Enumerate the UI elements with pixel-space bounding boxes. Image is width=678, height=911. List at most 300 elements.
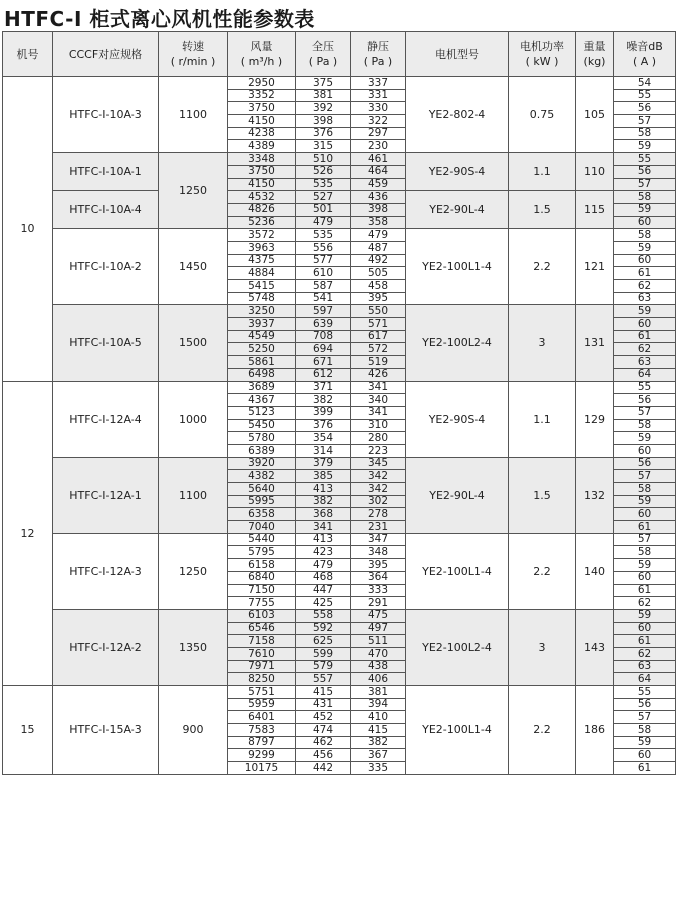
airflow-cell: 2950 xyxy=(228,77,296,90)
page-title: HTFC-I 柜式离心风机性能参数表 xyxy=(4,7,315,31)
speed-cell: 1000 xyxy=(159,381,228,457)
motor-model-cell: YE2-100L1-4 xyxy=(406,533,509,609)
noise-cell: 56 xyxy=(614,698,676,711)
airflow-cell: 4375 xyxy=(228,254,296,267)
airflow-cell: 10175 xyxy=(228,762,296,775)
noise-cell: 58 xyxy=(614,546,676,559)
total-pressure-cell: 382 xyxy=(296,394,351,407)
header-cell xyxy=(614,32,676,77)
weight-cell: 105 xyxy=(576,77,614,153)
airflow-cell: 3348 xyxy=(228,153,296,166)
fan-performance-table xyxy=(2,31,676,775)
airflow-cell: 5861 xyxy=(228,356,296,369)
machine-number-cell: 12 xyxy=(3,381,53,686)
airflow-cell: 7040 xyxy=(228,521,296,534)
airflow-cell: 6358 xyxy=(228,508,296,521)
noise-cell: 60 xyxy=(614,254,676,267)
total-pressure-cell: 599 xyxy=(296,647,351,660)
noise-cell: 56 xyxy=(614,102,676,115)
airflow-cell: 5415 xyxy=(228,280,296,293)
noise-cell: 60 xyxy=(614,216,676,229)
spec-cell: HTFC-I-10A-1 xyxy=(53,153,159,191)
header-cell xyxy=(53,32,159,77)
static-pressure-cell: 406 xyxy=(351,673,406,686)
total-pressure-cell: 612 xyxy=(296,368,351,381)
motor-model-cell: YE2-90S-4 xyxy=(406,153,509,191)
total-pressure-cell: 527 xyxy=(296,191,351,204)
noise-cell: 57 xyxy=(614,711,676,724)
speed-cell: 900 xyxy=(159,686,228,775)
noise-cell: 60 xyxy=(614,571,676,584)
weight-cell: 121 xyxy=(576,229,614,305)
spec-cell: HTFC-I-10A-2 xyxy=(53,229,159,305)
total-pressure-cell: 425 xyxy=(296,597,351,610)
static-pressure-cell: 364 xyxy=(351,571,406,584)
header-unit: ( Pa ) xyxy=(308,55,338,68)
noise-cell: 55 xyxy=(614,89,676,102)
motor-model-cell: YE2-90L-4 xyxy=(406,191,509,229)
total-pressure-cell: 468 xyxy=(296,571,351,584)
total-pressure-cell: 315 xyxy=(296,140,351,153)
static-pressure-cell: 617 xyxy=(351,330,406,343)
total-pressure-cell: 579 xyxy=(296,660,351,673)
header-unit: ( A ) xyxy=(632,55,657,68)
total-pressure-cell: 479 xyxy=(296,216,351,229)
static-pressure-cell: 475 xyxy=(351,609,406,622)
static-pressure-cell: 492 xyxy=(351,254,406,267)
static-pressure-cell: 572 xyxy=(351,343,406,356)
total-pressure-cell: 501 xyxy=(296,203,351,216)
static-pressure-cell: 519 xyxy=(351,356,406,369)
airflow-cell: 4382 xyxy=(228,470,296,483)
airflow-cell: 8797 xyxy=(228,736,296,749)
static-pressure-cell: 348 xyxy=(351,546,406,559)
speed-cell: 1500 xyxy=(159,305,228,381)
airflow-cell: 6401 xyxy=(228,711,296,724)
airflow-cell: 5440 xyxy=(228,533,296,546)
weight-cell: 186 xyxy=(576,686,614,775)
spec-cell: HTFC-I-12A-3 xyxy=(53,533,159,609)
spec-cell: HTFC-I-12A-4 xyxy=(53,381,159,457)
airflow-cell: 6158 xyxy=(228,559,296,572)
total-pressure-cell: 556 xyxy=(296,241,351,254)
airflow-cell: 5250 xyxy=(228,343,296,356)
header-label: 机号 xyxy=(16,47,39,61)
airflow-cell: 5236 xyxy=(228,216,296,229)
weight-cell: 132 xyxy=(576,457,614,533)
static-pressure-cell: 479 xyxy=(351,229,406,242)
total-pressure-cell: 447 xyxy=(296,584,351,597)
total-pressure-cell: 413 xyxy=(296,533,351,546)
airflow-cell: 7158 xyxy=(228,635,296,648)
noise-cell: 55 xyxy=(614,381,676,394)
static-pressure-cell: 331 xyxy=(351,89,406,102)
spec-cell: HTFC-I-10A-5 xyxy=(53,305,159,381)
total-pressure-cell: 557 xyxy=(296,673,351,686)
static-pressure-cell: 497 xyxy=(351,622,406,635)
noise-cell: 59 xyxy=(614,609,676,622)
header-unit: ( r/min ) xyxy=(170,55,216,68)
header-label: 转速 xyxy=(182,40,204,53)
total-pressure-cell: 375 xyxy=(296,77,351,90)
header-unit: (kg) xyxy=(583,55,606,68)
total-pressure-cell: 452 xyxy=(296,711,351,724)
airflow-cell: 4884 xyxy=(228,267,296,280)
noise-cell: 62 xyxy=(614,343,676,356)
motor-model-cell: YE2-802-4 xyxy=(406,77,509,153)
static-pressure-cell: 426 xyxy=(351,368,406,381)
total-pressure-cell: 597 xyxy=(296,305,351,318)
noise-cell: 64 xyxy=(614,673,676,686)
total-pressure-cell: 671 xyxy=(296,356,351,369)
noise-cell: 62 xyxy=(614,280,676,293)
static-pressure-cell: 341 xyxy=(351,406,406,419)
header-cell xyxy=(3,32,53,77)
motor-model-cell: YE2-100L1-4 xyxy=(406,686,509,775)
airflow-cell: 5795 xyxy=(228,546,296,559)
noise-cell: 58 xyxy=(614,724,676,737)
static-pressure-cell: 358 xyxy=(351,216,406,229)
static-pressure-cell: 511 xyxy=(351,635,406,648)
static-pressure-cell: 347 xyxy=(351,533,406,546)
noise-cell: 54 xyxy=(614,77,676,90)
noise-cell: 63 xyxy=(614,356,676,369)
airflow-cell: 7583 xyxy=(228,724,296,737)
total-pressure-cell: 341 xyxy=(296,521,351,534)
noise-cell: 57 xyxy=(614,533,676,546)
noise-cell: 61 xyxy=(614,267,676,280)
static-pressure-cell: 231 xyxy=(351,521,406,534)
total-pressure-cell: 456 xyxy=(296,749,351,762)
airflow-cell: 4367 xyxy=(228,394,296,407)
noise-cell: 58 xyxy=(614,191,676,204)
total-pressure-cell: 371 xyxy=(296,381,351,394)
motor-power-cell: 0.75 xyxy=(509,77,576,153)
static-pressure-cell: 394 xyxy=(351,698,406,711)
motor-power-cell: 2.2 xyxy=(509,229,576,305)
static-pressure-cell: 310 xyxy=(351,419,406,432)
airflow-cell: 4532 xyxy=(228,191,296,204)
header-label: 风量 xyxy=(250,40,273,53)
header-unit: ( m³/h ) xyxy=(240,55,283,68)
total-pressure-cell: 592 xyxy=(296,622,351,635)
motor-power-cell: 2.2 xyxy=(509,533,576,609)
total-pressure-cell: 535 xyxy=(296,178,351,191)
total-pressure-cell: 558 xyxy=(296,609,351,622)
motor-model-cell: YE2-100L2-4 xyxy=(406,305,509,381)
airflow-cell: 3572 xyxy=(228,229,296,242)
total-pressure-cell: 423 xyxy=(296,546,351,559)
noise-cell: 61 xyxy=(614,330,676,343)
total-pressure-cell: 535 xyxy=(296,229,351,242)
spec-cell: HTFC-I-12A-2 xyxy=(53,609,159,685)
motor-model-cell: YE2-90L-4 xyxy=(406,457,509,533)
static-pressure-cell: 382 xyxy=(351,736,406,749)
header-unit: ( Pa ) xyxy=(363,55,393,68)
noise-cell: 63 xyxy=(614,660,676,673)
static-pressure-cell: 395 xyxy=(351,292,406,305)
static-pressure-cell: 571 xyxy=(351,318,406,331)
noise-cell: 58 xyxy=(614,229,676,242)
table-row xyxy=(3,686,676,699)
motor-power-cell: 2.2 xyxy=(509,686,576,775)
noise-cell: 56 xyxy=(614,394,676,407)
total-pressure-cell: 526 xyxy=(296,165,351,178)
speed-cell: 1350 xyxy=(159,609,228,685)
noise-cell: 62 xyxy=(614,597,676,610)
static-pressure-cell: 337 xyxy=(351,77,406,90)
airflow-cell: 4238 xyxy=(228,127,296,140)
noise-cell: 57 xyxy=(614,178,676,191)
noise-cell: 58 xyxy=(614,419,676,432)
static-pressure-cell: 458 xyxy=(351,280,406,293)
static-pressure-cell: 297 xyxy=(351,127,406,140)
noise-cell: 55 xyxy=(614,686,676,699)
noise-cell: 57 xyxy=(614,115,676,128)
static-pressure-cell: 333 xyxy=(351,584,406,597)
airflow-cell: 4826 xyxy=(228,203,296,216)
noise-cell: 59 xyxy=(614,305,676,318)
airflow-cell: 4150 xyxy=(228,178,296,191)
airflow-cell: 3937 xyxy=(228,318,296,331)
noise-cell: 63 xyxy=(614,292,676,305)
static-pressure-cell: 505 xyxy=(351,267,406,280)
airflow-cell: 3250 xyxy=(228,305,296,318)
static-pressure-cell: 436 xyxy=(351,191,406,204)
noise-cell: 59 xyxy=(614,203,676,216)
airflow-cell: 5995 xyxy=(228,495,296,508)
noise-cell: 60 xyxy=(614,318,676,331)
table-row xyxy=(3,191,676,204)
airflow-cell: 5748 xyxy=(228,292,296,305)
noise-cell: 59 xyxy=(614,736,676,749)
table-row xyxy=(3,229,676,242)
static-pressure-cell: 487 xyxy=(351,241,406,254)
total-pressure-cell: 431 xyxy=(296,698,351,711)
airflow-cell: 7150 xyxy=(228,584,296,597)
noise-cell: 55 xyxy=(614,153,676,166)
machine-number-cell: 10 xyxy=(3,77,53,382)
weight-cell: 143 xyxy=(576,609,614,685)
noise-cell: 57 xyxy=(614,406,676,419)
total-pressure-cell: 708 xyxy=(296,330,351,343)
airflow-cell: 3689 xyxy=(228,381,296,394)
total-pressure-cell: 639 xyxy=(296,318,351,331)
table-row xyxy=(3,381,676,394)
table-header-row xyxy=(3,32,676,77)
static-pressure-cell: 345 xyxy=(351,457,406,470)
header-cell xyxy=(228,32,296,77)
airflow-cell: 5450 xyxy=(228,419,296,432)
table-row xyxy=(3,533,676,546)
header-cell xyxy=(509,32,576,77)
motor-model-cell: YE2-100L2-4 xyxy=(406,609,509,685)
airflow-cell: 7610 xyxy=(228,647,296,660)
noise-cell: 58 xyxy=(614,127,676,140)
noise-cell: 61 xyxy=(614,521,676,534)
noise-cell: 58 xyxy=(614,483,676,496)
airflow-cell: 7755 xyxy=(228,597,296,610)
motor-power-cell: 1.1 xyxy=(509,153,576,191)
total-pressure-cell: 610 xyxy=(296,267,351,280)
airflow-cell: 4389 xyxy=(228,140,296,153)
static-pressure-cell: 550 xyxy=(351,305,406,318)
table-body xyxy=(3,77,676,775)
static-pressure-cell: 415 xyxy=(351,724,406,737)
static-pressure-cell: 302 xyxy=(351,495,406,508)
noise-cell: 56 xyxy=(614,457,676,470)
motor-power-cell: 3 xyxy=(509,305,576,381)
total-pressure-cell: 694 xyxy=(296,343,351,356)
weight-cell: 110 xyxy=(576,153,614,191)
total-pressure-cell: 462 xyxy=(296,736,351,749)
header-label: 静压 xyxy=(367,40,389,53)
static-pressure-cell: 230 xyxy=(351,140,406,153)
total-pressure-cell: 314 xyxy=(296,444,351,457)
noise-cell: 61 xyxy=(614,762,676,775)
total-pressure-cell: 368 xyxy=(296,508,351,521)
noise-cell: 59 xyxy=(614,559,676,572)
machine-number-cell: 15 xyxy=(3,686,53,775)
total-pressure-cell: 587 xyxy=(296,280,351,293)
airflow-cell: 5123 xyxy=(228,406,296,419)
table-row xyxy=(3,609,676,622)
total-pressure-cell: 392 xyxy=(296,102,351,115)
static-pressure-cell: 459 xyxy=(351,178,406,191)
motor-power-cell: 1.5 xyxy=(509,191,576,229)
total-pressure-cell: 479 xyxy=(296,559,351,572)
header-cell xyxy=(159,32,228,77)
speed-cell: 1100 xyxy=(159,77,228,153)
airflow-cell: 7971 xyxy=(228,660,296,673)
total-pressure-cell: 381 xyxy=(296,89,351,102)
airflow-cell: 6103 xyxy=(228,609,296,622)
noise-cell: 61 xyxy=(614,635,676,648)
airflow-cell: 5640 xyxy=(228,483,296,496)
static-pressure-cell: 322 xyxy=(351,115,406,128)
total-pressure-cell: 442 xyxy=(296,762,351,775)
airflow-cell: 3963 xyxy=(228,241,296,254)
static-pressure-cell: 280 xyxy=(351,432,406,445)
static-pressure-cell: 342 xyxy=(351,483,406,496)
airflow-cell: 3750 xyxy=(228,165,296,178)
airflow-cell: 6546 xyxy=(228,622,296,635)
noise-cell: 59 xyxy=(614,495,676,508)
speed-cell: 1250 xyxy=(159,533,228,609)
table-row xyxy=(3,457,676,470)
static-pressure-cell: 330 xyxy=(351,102,406,115)
total-pressure-cell: 398 xyxy=(296,115,351,128)
airflow-cell: 8250 xyxy=(228,673,296,686)
static-pressure-cell: 278 xyxy=(351,508,406,521)
static-pressure-cell: 381 xyxy=(351,686,406,699)
airflow-cell: 9299 xyxy=(228,749,296,762)
total-pressure-cell: 510 xyxy=(296,153,351,166)
header-label: 电机型号 xyxy=(435,47,479,61)
header-label: 噪音dB xyxy=(626,40,663,53)
noise-cell: 60 xyxy=(614,749,676,762)
spec-cell: HTFC-I-12A-1 xyxy=(53,457,159,533)
static-pressure-cell: 398 xyxy=(351,203,406,216)
table-row xyxy=(3,305,676,318)
spec-cell: HTFC-I-15A-3 xyxy=(53,686,159,775)
header-unit: ( kW ) xyxy=(525,55,559,68)
airflow-cell: 5780 xyxy=(228,432,296,445)
weight-cell: 131 xyxy=(576,305,614,381)
noise-cell: 59 xyxy=(614,432,676,445)
total-pressure-cell: 376 xyxy=(296,419,351,432)
noise-cell: 64 xyxy=(614,368,676,381)
airflow-cell: 5751 xyxy=(228,686,296,699)
noise-cell: 62 xyxy=(614,647,676,660)
static-pressure-cell: 340 xyxy=(351,394,406,407)
weight-cell: 140 xyxy=(576,533,614,609)
table-row xyxy=(3,153,676,166)
spec-cell: HTFC-I-10A-4 xyxy=(53,191,159,229)
airflow-cell: 5959 xyxy=(228,698,296,711)
noise-cell: 60 xyxy=(614,444,676,457)
static-pressure-cell: 342 xyxy=(351,470,406,483)
header-label: CCCF对应规格 xyxy=(68,47,143,61)
header-cell xyxy=(576,32,614,77)
motor-model-cell: YE2-100L1-4 xyxy=(406,229,509,305)
motor-power-cell: 3 xyxy=(509,609,576,685)
weight-cell: 115 xyxy=(576,191,614,229)
noise-cell: 60 xyxy=(614,508,676,521)
noise-cell: 56 xyxy=(614,165,676,178)
header-cell xyxy=(351,32,406,77)
total-pressure-cell: 385 xyxy=(296,470,351,483)
airflow-cell: 3750 xyxy=(228,102,296,115)
noise-cell: 57 xyxy=(614,470,676,483)
static-pressure-cell: 470 xyxy=(351,647,406,660)
weight-cell: 129 xyxy=(576,381,614,457)
header-label: 重量 xyxy=(583,40,606,53)
noise-cell: 60 xyxy=(614,622,676,635)
total-pressure-cell: 577 xyxy=(296,254,351,267)
noise-cell: 61 xyxy=(614,584,676,597)
header-cell xyxy=(406,32,509,77)
total-pressure-cell: 399 xyxy=(296,406,351,419)
static-pressure-cell: 438 xyxy=(351,660,406,673)
header-label: 全压 xyxy=(312,40,334,53)
static-pressure-cell: 335 xyxy=(351,762,406,775)
static-pressure-cell: 341 xyxy=(351,381,406,394)
speed-cell: 1100 xyxy=(159,457,228,533)
noise-cell: 59 xyxy=(614,140,676,153)
total-pressure-cell: 541 xyxy=(296,292,351,305)
static-pressure-cell: 223 xyxy=(351,444,406,457)
airflow-cell: 6498 xyxy=(228,368,296,381)
airflow-cell: 4150 xyxy=(228,115,296,128)
static-pressure-cell: 410 xyxy=(351,711,406,724)
total-pressure-cell: 474 xyxy=(296,724,351,737)
static-pressure-cell: 367 xyxy=(351,749,406,762)
static-pressure-cell: 464 xyxy=(351,165,406,178)
speed-cell: 1250 xyxy=(159,153,228,229)
airflow-cell: 6840 xyxy=(228,571,296,584)
static-pressure-cell: 291 xyxy=(351,597,406,610)
table-row xyxy=(3,77,676,90)
total-pressure-cell: 382 xyxy=(296,495,351,508)
total-pressure-cell: 379 xyxy=(296,457,351,470)
header-label: 电机功率 xyxy=(520,40,564,53)
motor-power-cell: 1.1 xyxy=(509,381,576,457)
spec-cell: HTFC-I-10A-3 xyxy=(53,77,159,153)
header-cell xyxy=(296,32,351,77)
motor-power-cell: 1.5 xyxy=(509,457,576,533)
speed-cell: 1450 xyxy=(159,229,228,305)
